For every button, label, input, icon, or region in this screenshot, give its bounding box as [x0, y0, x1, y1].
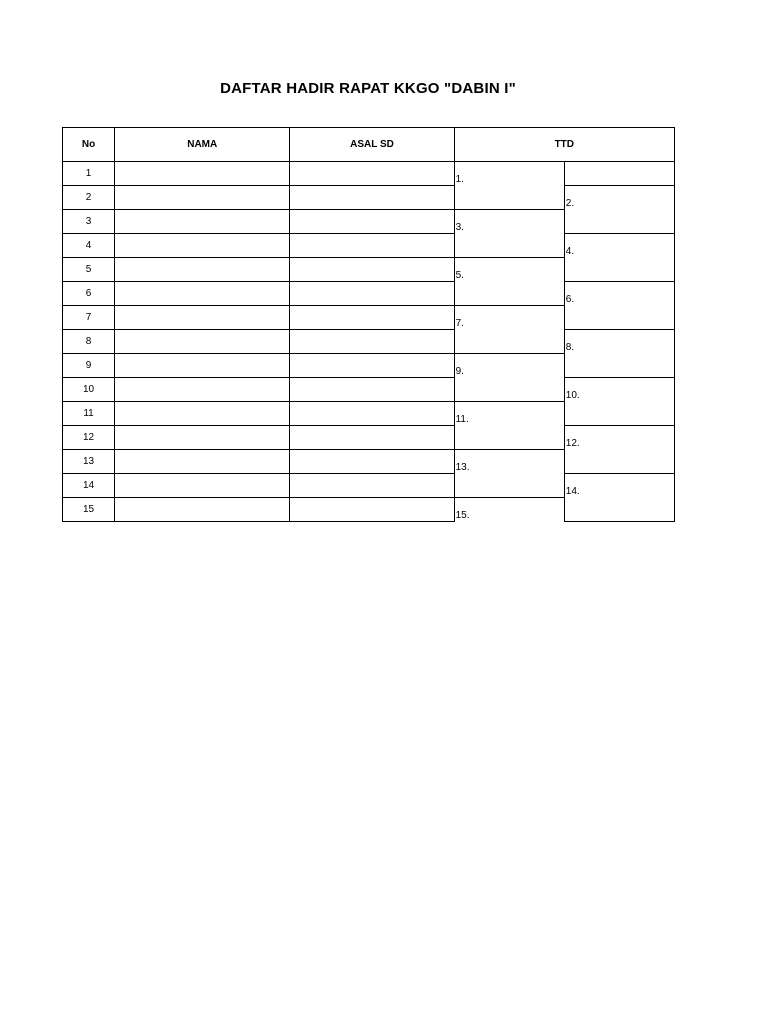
asal-sd-cell[interactable]: [290, 378, 454, 402]
header-asal-sd: ASAL SD: [290, 128, 454, 162]
signature-right-cell[interactable]: [564, 450, 674, 474]
row-number: 9: [63, 354, 115, 378]
signature-right-cell[interactable]: 12.: [564, 426, 674, 450]
signature-left-cell[interactable]: [454, 282, 564, 306]
asal-sd-cell[interactable]: [290, 282, 454, 306]
row-number: 14: [63, 474, 115, 498]
signature-left-cell[interactable]: [454, 330, 564, 354]
row-number: 7: [63, 306, 115, 330]
signature-left-cell[interactable]: 15.: [454, 498, 564, 522]
asal-sd-cell[interactable]: [290, 354, 454, 378]
signature-right-cell[interactable]: [564, 354, 674, 378]
nama-cell[interactable]: [115, 306, 290, 330]
asal-sd-cell[interactable]: [290, 498, 454, 522]
nama-cell[interactable]: [115, 186, 290, 210]
row-number: 12: [63, 426, 115, 450]
row-number: 4: [63, 234, 115, 258]
row-number: 13: [63, 450, 115, 474]
table-row: [63, 378, 675, 402]
signature-right-cell[interactable]: 10.: [564, 378, 674, 402]
table-row: [63, 186, 675, 210]
signature-right-cell[interactable]: [564, 162, 674, 186]
signature-right-cell[interactable]: 8.: [564, 330, 674, 354]
table-row: [63, 306, 675, 330]
table-row: [63, 234, 675, 258]
table-row: [63, 354, 675, 378]
signature-right-cell[interactable]: [564, 210, 674, 234]
signature-left-cell[interactable]: 7.: [454, 306, 564, 330]
asal-sd-cell[interactable]: [290, 186, 454, 210]
row-number: 5: [63, 258, 115, 282]
row-number: 11: [63, 402, 115, 426]
nama-cell[interactable]: [115, 402, 290, 426]
table-row: [63, 474, 675, 498]
asal-sd-cell[interactable]: [290, 210, 454, 234]
row-number: 6: [63, 282, 115, 306]
signature-left-cell[interactable]: [454, 474, 564, 498]
nama-cell[interactable]: [115, 330, 290, 354]
signature-right-cell[interactable]: 2.: [564, 186, 674, 210]
table-row: [63, 330, 675, 354]
asal-sd-cell[interactable]: [290, 306, 454, 330]
asal-sd-cell[interactable]: [290, 426, 454, 450]
table-row: [63, 162, 675, 186]
signature-right-cell[interactable]: [564, 402, 674, 426]
signature-left-cell[interactable]: 13.: [454, 450, 564, 474]
signature-left-cell[interactable]: 9.: [454, 354, 564, 378]
signature-left-cell[interactable]: [454, 378, 564, 402]
nama-cell[interactable]: [115, 450, 290, 474]
row-number: 1: [63, 162, 115, 186]
nama-cell[interactable]: [115, 282, 290, 306]
asal-sd-cell[interactable]: [290, 330, 454, 354]
nama-cell[interactable]: [115, 474, 290, 498]
signature-right-cell[interactable]: 6.: [564, 282, 674, 306]
asal-sd-cell[interactable]: [290, 162, 454, 186]
nama-cell[interactable]: [115, 162, 290, 186]
signature-right-cell[interactable]: 14.: [564, 474, 674, 498]
table-row: [63, 402, 675, 426]
signature-left-cell[interactable]: [454, 186, 564, 210]
table-row: [63, 282, 675, 306]
nama-cell[interactable]: [115, 234, 290, 258]
table-row: [63, 426, 675, 450]
row-number: 2: [63, 186, 115, 210]
page-title: DAFTAR HADIR RAPAT KKGO "DABIN I": [220, 80, 516, 97]
header-ttd: TTD: [454, 128, 674, 162]
header-nama: NAMA: [115, 128, 290, 162]
table-row: [63, 210, 675, 234]
nama-cell[interactable]: [115, 258, 290, 282]
table-body: [63, 162, 675, 522]
signature-right-cell[interactable]: [564, 498, 674, 522]
row-number: 3: [63, 210, 115, 234]
table-header-row: [63, 128, 675, 162]
signature-right-cell[interactable]: [564, 306, 674, 330]
signature-left-cell[interactable]: 3.: [454, 210, 564, 234]
nama-cell[interactable]: [115, 426, 290, 450]
nama-cell[interactable]: [115, 378, 290, 402]
header-no: No: [63, 128, 115, 162]
asal-sd-cell[interactable]: [290, 474, 454, 498]
signature-left-cell[interactable]: 11.: [454, 402, 564, 426]
attendance-table: [62, 127, 675, 522]
signature-left-cell[interactable]: 1.: [454, 162, 564, 186]
nama-cell[interactable]: [115, 354, 290, 378]
signature-left-cell[interactable]: 5.: [454, 258, 564, 282]
asal-sd-cell[interactable]: [290, 258, 454, 282]
asal-sd-cell[interactable]: [290, 234, 454, 258]
signature-right-cell[interactable]: [564, 258, 674, 282]
table-row: [63, 450, 675, 474]
signature-left-cell[interactable]: [454, 234, 564, 258]
row-number: 15: [63, 498, 115, 522]
nama-cell[interactable]: [115, 498, 290, 522]
table-row: [63, 258, 675, 282]
signature-left-cell[interactable]: [454, 426, 564, 450]
table-row: [63, 498, 675, 522]
asal-sd-cell[interactable]: [290, 450, 454, 474]
row-number: 8: [63, 330, 115, 354]
nama-cell[interactable]: [115, 210, 290, 234]
asal-sd-cell[interactable]: [290, 402, 454, 426]
row-number: 10: [63, 378, 115, 402]
signature-right-cell[interactable]: 4.: [564, 234, 674, 258]
